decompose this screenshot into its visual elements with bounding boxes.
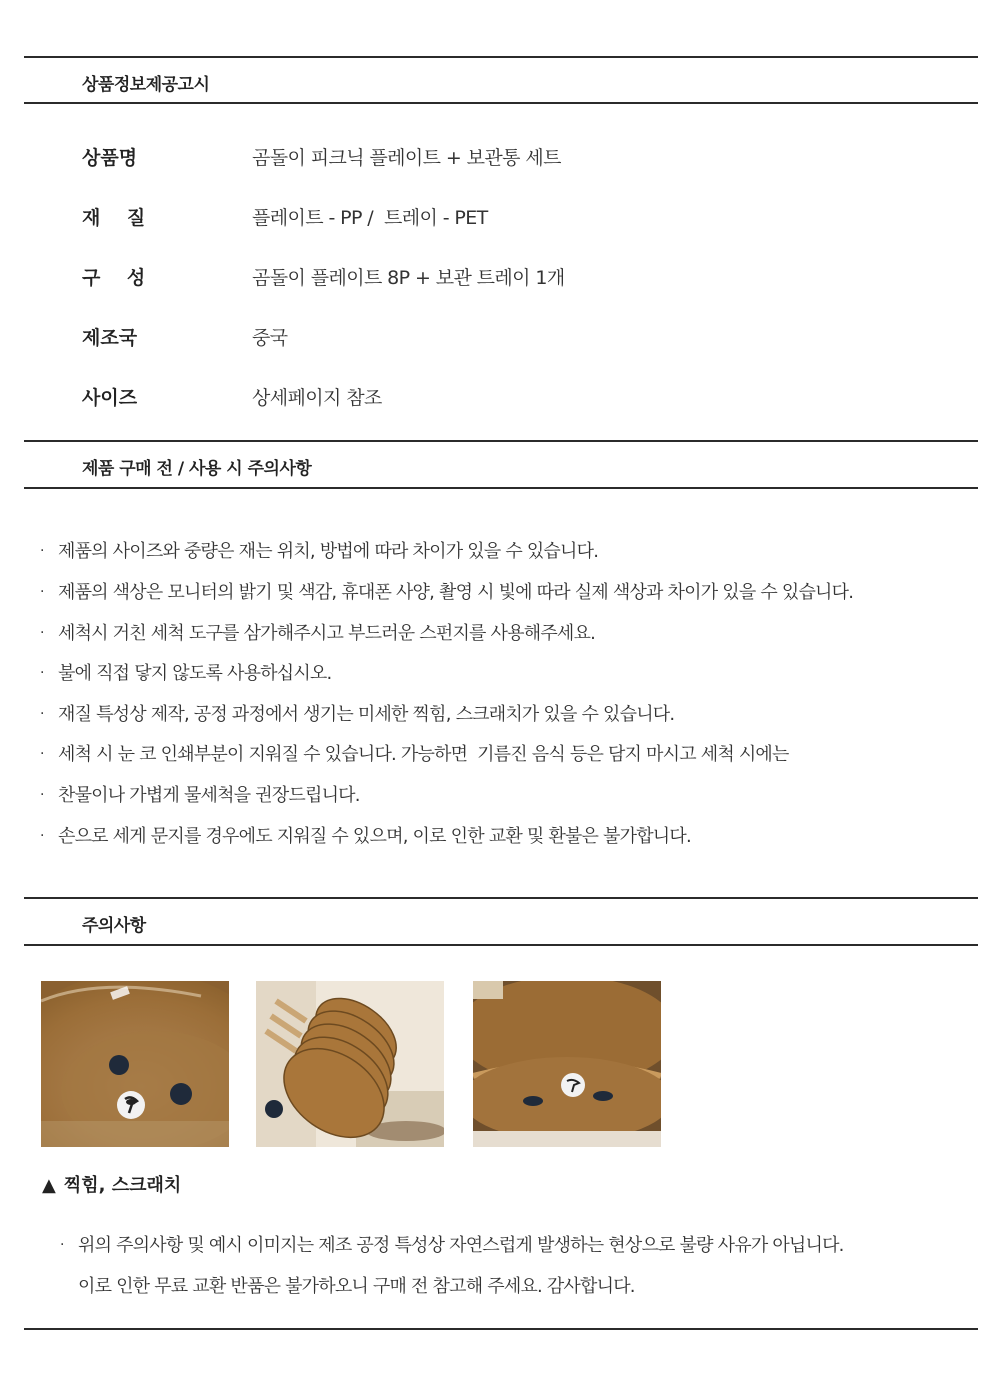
plate-closeup-photo: [41, 981, 229, 1147]
bottom-rule: [24, 1328, 978, 1330]
cautions-title: 제품 구매 전 / 사용 시 주의사항: [82, 459, 312, 479]
bullet-icon: ·: [40, 706, 44, 722]
bullet-icon: ·: [40, 543, 44, 559]
cautions-top-rule: [24, 440, 978, 442]
bullet-icon: ·: [40, 665, 44, 681]
triangle-up-icon: ▲: [42, 1175, 56, 1196]
final-note: · 위의 주의사항 및 예시 이미지는 제조 공정 특성상 자연스럽게 발생하는 현상으로 불량 사유가 아닙니다.: [60, 1235, 844, 1256]
list-item: · 찬물이나 가볍게 물세척을 권장드립니다.: [40, 785, 360, 806]
bullet-icon: ·: [60, 1237, 64, 1253]
spec-label-material: 재 질: [82, 207, 146, 229]
bullet-icon: ·: [40, 625, 44, 641]
list-item: · 손으로 세게 문지를 경우에도 지워질 수 있으며, 이로 인한 교환 및 환불은 불가합니다.: [40, 826, 691, 847]
product-info-rule: [24, 102, 978, 104]
bullet-icon: ·: [40, 584, 44, 600]
spec-value-size: 상세페이지 참조: [252, 387, 382, 409]
notes-rule: [24, 944, 978, 946]
spec-label-name: 상품명: [82, 147, 138, 169]
list-item: · 재질 특성상 제작, 공정 과정에서 생기는 미세한 찍힘, 스크래치가 있을 수 있습니다.: [40, 704, 675, 725]
spec-value-name: 곰돌이 피크닉 플레이트 + 보관통 세트: [252, 147, 561, 169]
top-rule: [24, 56, 978, 58]
spec-value-material: 플레이트 - PP / 트레이 - PET: [252, 207, 488, 229]
bullet-icon: ·: [40, 787, 44, 803]
spec-value-origin: 중국: [252, 327, 288, 349]
spec-value-composition: 곰돌이 플레이트 8P + 보관 트레이 1개: [252, 267, 565, 289]
stacked-plates-photo: [256, 981, 444, 1147]
notes-top-rule: [24, 897, 978, 899]
photo-caption: ▲ 찍힘, 스크래치: [42, 1175, 182, 1196]
notes-title: 주의사항: [82, 916, 146, 936]
cautions-rule: [24, 487, 978, 489]
list-item: · 제품의 색상은 모니터의 밝기 및 색감, 휴대폰 사양, 촬영 시 빛에 따라 실제 색상과 차이가 있을 수 있습니다.: [40, 582, 854, 603]
list-item: · 세척시 거친 세척 도구를 삼가해주시고 부드러운 스펀지를 사용해주세요.: [40, 623, 596, 644]
list-item: · 세척 시 눈 코 인쇄부분이 지워질 수 있습니다. 가능하면 기름진 음식 등은 담지 마시고 세척 시에는: [40, 744, 789, 765]
final-note: 이로 인한 무료 교환 반품은 불가하오니 구매 전 참고해 주세요. 감사합니다.: [78, 1276, 635, 1297]
list-item: · 제품의 사이즈와 중량은 재는 위치, 방법에 따라 차이가 있을 수 있습니다.: [40, 541, 599, 562]
plate-in-tray-photo: [473, 981, 661, 1147]
list-item: · 불에 직접 닿지 않도록 사용하십시오.: [40, 663, 332, 684]
bullet-icon: ·: [40, 746, 44, 762]
product-info-title: 상품정보제공고시: [82, 75, 210, 95]
spec-label-composition: 구 성: [82, 267, 146, 289]
spec-label-size: 사이즈: [82, 387, 138, 409]
bullet-icon: ·: [40, 828, 44, 844]
spec-label-origin: 제조국: [82, 327, 138, 349]
